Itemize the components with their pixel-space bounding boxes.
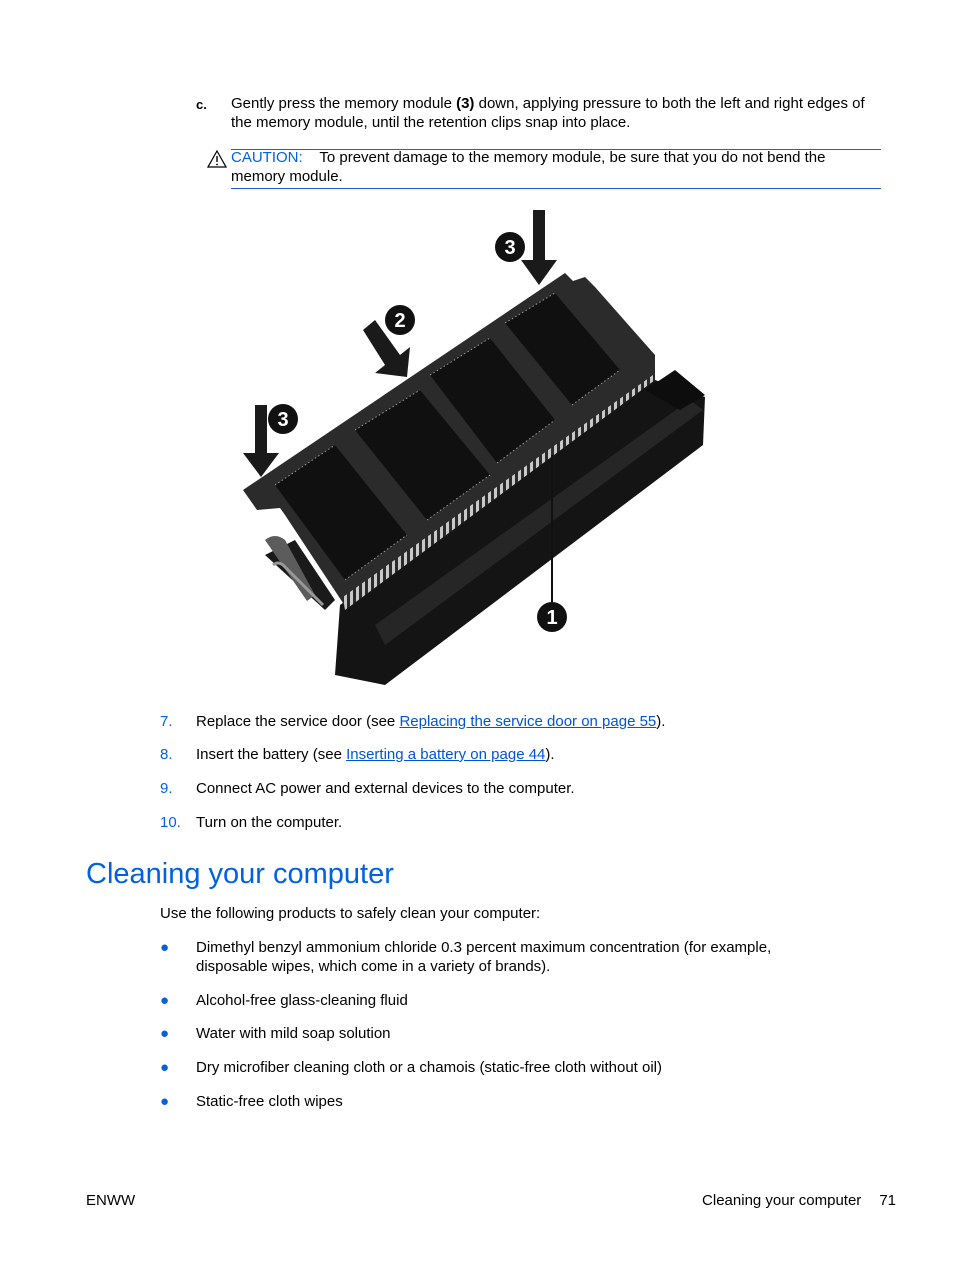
arrow-down-icon — [521, 210, 557, 285]
callout-2 — [385, 305, 415, 335]
callout-3-left — [268, 404, 298, 434]
step-text — [196, 745, 876, 764]
bullet-text: Dry microfiber cleaning cloth or a chamois (static-free cloth without oil) — [196, 1059, 663, 1076]
bullet-text: Dimethyl benzyl ammonium chloride 0.3 percent maximum concentration (for example, disposable wipes, which come in a variety of brands). — [196, 939, 772, 975]
callout-3-left-label: 3 — [277, 409, 289, 431]
caution-label: CAUTION: — [231, 149, 303, 166]
footer-doc-code: ENWW — [86, 1192, 136, 1209]
step-c-text-bold: (3) — [456, 95, 475, 112]
bullet-text: Static-free cloth wipes — [196, 1093, 343, 1110]
step-c-text-before: Gently press the memory module — [231, 95, 457, 112]
warning-triangle-icon — [207, 150, 227, 168]
callout-2-label: 2 — [394, 310, 406, 332]
link-inserting-battery[interactable]: Inserting a battery on page 44 — [346, 746, 546, 763]
section-intro: Use the following products to safely clean your computer: — [160, 905, 541, 922]
caution-text — [231, 148, 881, 186]
step-text-before: Insert the battery (see — [196, 746, 347, 763]
step-text-after: ). — [656, 713, 666, 730]
footer-right — [702, 1191, 896, 1210]
section-heading: Cleaning your computer — [86, 858, 394, 890]
step-number: 10. — [160, 814, 181, 831]
step-text-before: Replace the service door (see — [196, 713, 400, 730]
callout-1 — [537, 602, 567, 632]
step-number: 9. — [160, 780, 173, 797]
step-c-text-after: down, applying pressure to both the left and right edges of the memory module, until the retention clips snap into place. — [231, 95, 865, 131]
step-text — [196, 712, 876, 731]
callout-3-top — [495, 232, 525, 262]
step-number: 8. — [160, 746, 173, 763]
step-number: 7. — [160, 713, 173, 730]
bullet-icon: ● — [160, 1059, 170, 1076]
bullet-icon: ● — [160, 939, 170, 956]
footer-section-title: Cleaning your computer — [702, 1192, 862, 1209]
bullet-icon: ● — [160, 992, 170, 1009]
caution-body: To prevent damage to the memory module, be sure that you do not bend the memory module. — [231, 149, 826, 185]
step-letter: c. — [196, 97, 207, 112]
memory-module-figure — [235, 205, 715, 690]
bullet-icon: ● — [160, 1025, 170, 1042]
page-number: 71 — [879, 1192, 896, 1209]
bullet-text: Alcohol-free glass-cleaning fluid — [196, 992, 408, 1009]
link-replacing-service-door[interactable]: Replacing the service door on page 55 — [399, 713, 657, 730]
step-c-text — [231, 94, 871, 132]
step-text: Turn on the computer. — [196, 814, 343, 831]
bullet-text: Water with mild soap solution — [196, 1025, 391, 1042]
callout-3-top-label: 3 — [504, 237, 516, 259]
bullet-icon: ● — [160, 1093, 170, 1110]
step-text: Connect AC power and external devices to the computer. — [196, 780, 575, 797]
callout-1-label: 1 — [546, 607, 558, 629]
step-text-after: ). — [545, 746, 555, 763]
